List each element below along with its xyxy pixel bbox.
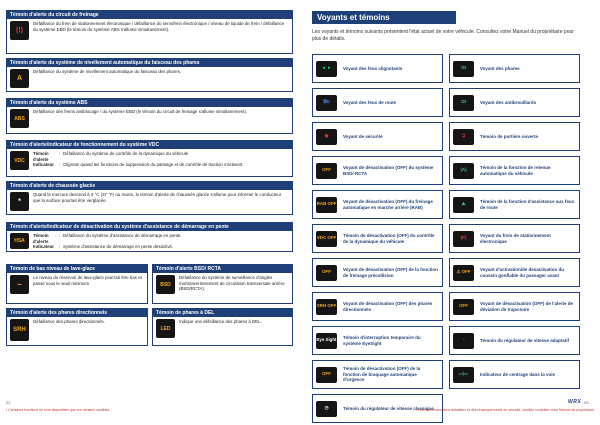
indicator-label: Voyant de désactivation (OFF) du freinage automatique en marche arrière (RAB) (343, 199, 433, 210)
vdc-off-icon: VDC OFF (316, 231, 337, 247)
section-title: Témoin d'alerte de chaussée glacée (7, 182, 292, 190)
vdc-indicator-row: Indicateur : Clignote quand les fonctions de suppression du patinage et de contrôle de traction s'activent. (33, 162, 244, 168)
emergency-steering-off-icon: OFF (316, 367, 337, 383)
indicator-card (449, 122, 580, 151)
vdc-warning-row: Témoin d'alerte : Défaillance du système de contrôle de la dynamique du véhicule. (33, 151, 190, 162)
indicator-card (312, 190, 443, 219)
parking-brake-icon: (P) (453, 231, 474, 247)
indicator-label: Voyant de sécurité (343, 133, 383, 139)
section-title: Témoin d'alerte des phares directionnels (7, 309, 147, 317)
led-headlight-section (152, 308, 293, 346)
section-text: Le niveau du réservoir de lave-glace pourrait être bas et passé sous le seuil minimum (33, 275, 142, 286)
indicator-card (449, 292, 580, 321)
indicator-label: Voyant du frein de stationnement électronique (480, 233, 551, 244)
hill-start-icon: HSA (10, 233, 29, 249)
section-text: Indique une défaillance des phares à DEL. (179, 319, 262, 324)
bsd-rcta-off-icon: OFF (316, 163, 337, 179)
page-title: Voyants et témoins (312, 11, 456, 24)
indicator-card (312, 360, 443, 389)
lane-departure-off-icon: OFF (453, 299, 474, 315)
fog-light-icon: ‡D (453, 95, 474, 111)
indicator-card (449, 88, 580, 117)
rab-off-icon: RAB OFF (316, 197, 337, 213)
headlight-icon: ≡D (453, 61, 474, 77)
section-text: Défaillance des freins antiblocage / du système EBD (le témoin du circuit de freinage s'allume simultanément). (33, 109, 248, 114)
indicator-label: Voyant de désactivation (OFF) du système BSD/ RCTA (343, 165, 434, 176)
high-beam-icon: ≣D (316, 95, 337, 111)
indicator-label: Témoin de désactivation (OFF) du contrôle de la dynamique du véhicule (343, 233, 435, 244)
auto-hold-icon: (A) (453, 163, 474, 179)
turn-signal-icon: ◄ ► (316, 61, 337, 77)
footnote-right: • Pour des instructions détaillées et des renseignements de sécurité, veuillez consulter votre Manuel du propriétaire. (415, 408, 595, 412)
vdc-section (6, 140, 293, 177)
indicator-card (312, 258, 443, 287)
indicator-card (449, 224, 580, 253)
indicator-card (449, 326, 580, 355)
indicator-card (449, 54, 580, 83)
indicator-card (312, 292, 443, 321)
indicator-card (312, 224, 443, 253)
section-text: Défaillance des phares directionnels. (33, 319, 105, 324)
srh-section (6, 308, 148, 346)
section-title: Témoin d'alerte du système de nivellement automatique du faisceau des phares (7, 59, 292, 67)
brand-logo: WRX (568, 399, 582, 405)
section-text: Défaillance du système de surveillance d'angles morts/avertissement de circulation transversale arrière (BSD/RCTA). (179, 275, 285, 292)
hill-start-section (6, 222, 293, 252)
section-title: Témoin de bas niveau de lave-glace (7, 265, 147, 273)
srh-icon: SRH (10, 319, 29, 341)
srh-off-icon: SRH OFF (316, 299, 337, 315)
washer-fluid-section (6, 264, 148, 304)
pre-collision-off-icon: OFF (316, 265, 337, 281)
hsa-indicator-row: Indicateur : Système d'assistance de démarrage en pente désactivé. (33, 244, 174, 250)
section-text: Défaillance du frein de stationnement électronique / défaillance du servofrein électronique / niveau de liquide de frein / défaillance du système EBD (le témoin du système ABS s'allume simultanément). (33, 21, 285, 32)
indicator-label: Témoin d'interruption temporaire du système EyeSight (343, 335, 421, 346)
abs-section (6, 98, 293, 134)
headlight-leveling-section (6, 58, 293, 92)
section-text: Quand le mercure descend à 3 °C (37 °F) ou moins, le témoin d'alerte de chaussée glacée s'allume pour informer le conducteur que la surface pourrait être verglacée. (33, 192, 282, 203)
indicator-label: Voyant des feux de route (343, 99, 397, 105)
indicator-card (312, 122, 443, 151)
indicator-label: Voyant de désactivation (OFF) de l'alerte de déviation de trajectoire (480, 301, 574, 312)
eyesight-icon: Eye Sight (316, 333, 337, 349)
hsa-warning-row: Témoin d'alerte : Défaillance du système d'assistance de démarrage en pente. (33, 233, 182, 244)
brake-warning-icon: (!) (10, 21, 29, 40)
indicator-card (312, 88, 443, 117)
led-headlight-icon: LED (156, 319, 175, 338)
section-title: Témoin d'alerte du système ABS (7, 99, 292, 107)
right-page (300, 0, 600, 425)
cruise-control-classic-icon: ◷ (316, 401, 337, 417)
indicator-label: Voyant des phares (480, 65, 520, 71)
indicator-label: Voyant d'activation/de désactivation du coussin gonflable du passager avant (480, 267, 565, 278)
abs-warning-icon: ABS (10, 109, 29, 128)
airbag-off-icon: ⚠ OFF (453, 265, 474, 281)
indicator-label: Témoin du régulateur de vitesse classique (343, 405, 434, 411)
indicator-card (449, 156, 580, 185)
indicator-label: Témoin de la fonction de retenue automatique du véhicule (480, 165, 551, 176)
footnote-left: • Certaines fonctions ne sont disponibles que sur certains modèles. (6, 408, 111, 412)
indicator-label: Indicateur de centrage dans la voie (480, 371, 556, 377)
bsd-rcta-section (152, 264, 293, 304)
headlight-leveling-icon: A (10, 69, 29, 88)
washer-fluid-icon: ~ (10, 275, 29, 294)
section-title: Témoin de phares à DEL (153, 309, 292, 317)
section-title: Témoin d'alerte du circuit de freinage (7, 11, 292, 19)
indicator-label: Voyant de désactivation (OFF) des phares directionnels (343, 301, 433, 312)
icy-road-section (6, 181, 293, 215)
indicator-label: Voyant des feux clignotants (343, 65, 403, 71)
lane-centering-icon: ═╪═ (453, 367, 474, 383)
icy-road-icon: * (10, 192, 29, 211)
indicator-card (449, 190, 580, 219)
security-icon: ◉ (316, 129, 337, 145)
section-text: Défaillance du système de nivellement automatique du faisceau des phares. (33, 69, 182, 74)
indicator-card (312, 54, 443, 83)
section-title: Témoin d'alerte BSD/ RCTA (153, 265, 292, 273)
indicator-card (449, 258, 580, 287)
door-open-icon: ⊐ (453, 129, 474, 145)
indicator-label: Témoin de portière ouverte (480, 133, 539, 139)
indicator-card (312, 156, 443, 185)
indicator-label: Témoin de désactivation (OFF) de la fonction de braquage automatique d'urgence (343, 366, 421, 383)
section-title: Témoin d'alerte/indicateur de fonctionnement du système VDC (7, 141, 292, 149)
page-number-left: 22 (6, 400, 11, 405)
indicator-label: Voyant des antibrouillards (480, 99, 537, 105)
hill-descent-icon: ⛰ (453, 197, 474, 213)
page-number-right: 23 (584, 400, 589, 405)
intro-text: Les voyants et témoins suivants présentent l'état actuel de votre véhicule. Consultez votre Manuel du propriétaire pour plus de détails. (312, 29, 574, 42)
section-title: Témoin d'alerte/indicateur de désactivation du système d'assistance de démarrage en pente (7, 223, 292, 231)
vdc-icon: VDC (10, 151, 29, 170)
indicator-label: Témoin de la fonction d'assistance aux feux de route (480, 199, 575, 210)
bsd-rcta-icon: BSD (156, 275, 175, 294)
cruise-control-icon: ◔ (453, 333, 474, 349)
indicator-card (449, 360, 580, 389)
indicator-label: Témoin du régulateur de vitesse adaptatif (480, 337, 570, 343)
indicator-card (312, 326, 443, 355)
brake-warning-section (6, 10, 293, 54)
indicator-label: Voyant de désactivation (OFF) de la fonction de freinage précollision (343, 267, 438, 278)
